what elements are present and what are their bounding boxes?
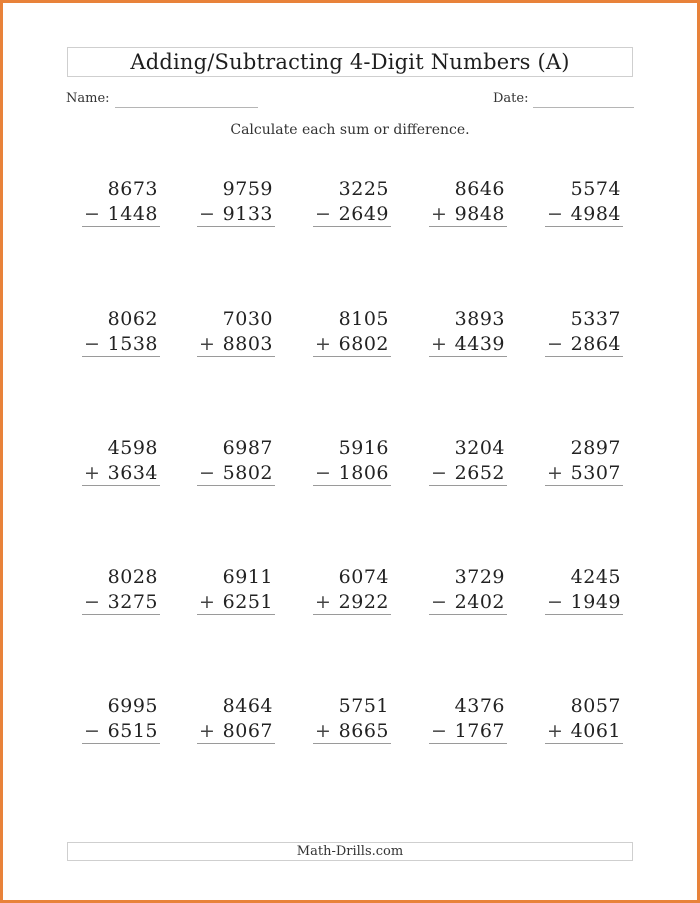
answer-line bbox=[197, 356, 275, 357]
problem-item bbox=[80, 695, 160, 755]
problem-top-number: 8105 bbox=[338, 308, 389, 330]
problem-top-number: 8062 bbox=[107, 308, 158, 330]
answer-line bbox=[429, 356, 507, 357]
problem-item bbox=[427, 308, 507, 368]
plus-sign: + bbox=[315, 591, 331, 613]
problem-bottom-number: 6251 bbox=[222, 591, 273, 613]
answer-line bbox=[545, 356, 623, 357]
problem-item bbox=[311, 178, 391, 238]
problem-item bbox=[311, 695, 391, 755]
problem-item bbox=[195, 178, 275, 238]
problem-item bbox=[311, 437, 391, 497]
plus-sign: + bbox=[84, 462, 100, 484]
answer-line bbox=[313, 356, 391, 357]
answer-line bbox=[545, 485, 623, 486]
name-label: Name: bbox=[66, 91, 110, 106]
problem-top-number: 4376 bbox=[454, 695, 505, 717]
plus-sign: + bbox=[199, 333, 215, 355]
problem-bottom-number: 8803 bbox=[222, 333, 273, 355]
problem-bottom-number: 2864 bbox=[570, 333, 621, 355]
problem-item bbox=[80, 566, 160, 626]
answer-line bbox=[429, 614, 507, 615]
problem-item bbox=[80, 437, 160, 497]
worksheet-title: Adding/Subtracting 4-Digit Numbers (A) bbox=[67, 47, 633, 77]
problem-item bbox=[427, 437, 507, 497]
answer-line bbox=[82, 614, 160, 615]
answer-line bbox=[313, 485, 391, 486]
answer-line bbox=[545, 743, 623, 744]
problem-top-number: 5916 bbox=[338, 437, 389, 459]
problem-bottom-number: 2652 bbox=[454, 462, 505, 484]
problem-top-number: 4245 bbox=[570, 566, 621, 588]
minus-sign: − bbox=[315, 203, 331, 225]
problem-item bbox=[427, 178, 507, 238]
problem-top-number: 5751 bbox=[338, 695, 389, 717]
plus-sign: + bbox=[199, 720, 215, 742]
problem-top-number: 8646 bbox=[454, 178, 505, 200]
problem-top-number: 5574 bbox=[570, 178, 621, 200]
problem-bottom-number: 9848 bbox=[454, 203, 505, 225]
minus-sign: − bbox=[431, 462, 447, 484]
answer-line bbox=[82, 226, 160, 227]
problem-item bbox=[543, 566, 623, 626]
problem-bottom-number: 6802 bbox=[338, 333, 389, 355]
problem-bottom-number: 1538 bbox=[107, 333, 158, 355]
answer-line bbox=[429, 226, 507, 227]
problem-top-number: 8673 bbox=[107, 178, 158, 200]
problem-bottom-number: 3275 bbox=[107, 591, 158, 613]
problem-item bbox=[543, 308, 623, 368]
plus-sign: + bbox=[199, 591, 215, 613]
instructions: Calculate each sum or difference. bbox=[230, 122, 470, 138]
problem-bottom-number: 3634 bbox=[107, 462, 158, 484]
answer-line bbox=[429, 743, 507, 744]
problem-item bbox=[80, 178, 160, 238]
name-field[interactable] bbox=[115, 107, 258, 108]
answer-line bbox=[429, 485, 507, 486]
problem-bottom-number: 2922 bbox=[338, 591, 389, 613]
problem-bottom-number: 9133 bbox=[222, 203, 273, 225]
problem-item bbox=[195, 695, 275, 755]
problem-bottom-number: 8665 bbox=[338, 720, 389, 742]
problem-top-number: 5337 bbox=[570, 308, 621, 330]
problem-item bbox=[427, 566, 507, 626]
problem-bottom-number: 2402 bbox=[454, 591, 505, 613]
problem-item bbox=[543, 437, 623, 497]
problem-top-number: 9759 bbox=[222, 178, 273, 200]
problem-bottom-number: 6515 bbox=[107, 720, 158, 742]
problem-item bbox=[311, 308, 391, 368]
answer-line bbox=[197, 743, 275, 744]
answer-line bbox=[313, 743, 391, 744]
answer-line bbox=[313, 614, 391, 615]
plus-sign: + bbox=[547, 720, 563, 742]
answer-line bbox=[545, 226, 623, 227]
problem-item bbox=[543, 695, 623, 755]
problem-item bbox=[311, 566, 391, 626]
problem-top-number: 7030 bbox=[222, 308, 273, 330]
minus-sign: − bbox=[431, 720, 447, 742]
date-field[interactable] bbox=[533, 107, 634, 108]
problem-top-number: 8464 bbox=[222, 695, 273, 717]
plus-sign: + bbox=[547, 462, 563, 484]
problem-top-number: 6995 bbox=[107, 695, 158, 717]
answer-line bbox=[545, 614, 623, 615]
problem-bottom-number: 4984 bbox=[570, 203, 621, 225]
plus-sign: + bbox=[431, 203, 447, 225]
minus-sign: − bbox=[431, 591, 447, 613]
problem-top-number: 6987 bbox=[222, 437, 273, 459]
problem-bottom-number: 1767 bbox=[454, 720, 505, 742]
answer-line bbox=[313, 226, 391, 227]
problem-item bbox=[80, 308, 160, 368]
problem-top-number: 6074 bbox=[338, 566, 389, 588]
problem-bottom-number: 1806 bbox=[338, 462, 389, 484]
answer-line bbox=[197, 485, 275, 486]
problem-bottom-number: 1448 bbox=[107, 203, 158, 225]
plus-sign: + bbox=[431, 333, 447, 355]
minus-sign: − bbox=[84, 333, 100, 355]
plus-sign: + bbox=[315, 333, 331, 355]
problem-top-number: 2897 bbox=[570, 437, 621, 459]
problem-item bbox=[543, 178, 623, 238]
problem-top-number: 3729 bbox=[454, 566, 505, 588]
problem-top-number: 3204 bbox=[454, 437, 505, 459]
problem-top-number: 8057 bbox=[570, 695, 621, 717]
minus-sign: − bbox=[84, 591, 100, 613]
minus-sign: − bbox=[84, 203, 100, 225]
problem-top-number: 3893 bbox=[454, 308, 505, 330]
problem-bottom-number: 4439 bbox=[454, 333, 505, 355]
minus-sign: − bbox=[199, 462, 215, 484]
problem-item bbox=[195, 437, 275, 497]
minus-sign: − bbox=[547, 333, 563, 355]
problem-item bbox=[427, 695, 507, 755]
minus-sign: − bbox=[547, 591, 563, 613]
minus-sign: − bbox=[547, 203, 563, 225]
problem-top-number: 8028 bbox=[107, 566, 158, 588]
problem-item bbox=[195, 308, 275, 368]
problem-bottom-number: 4061 bbox=[570, 720, 621, 742]
problem-item bbox=[195, 566, 275, 626]
problem-bottom-number: 5307 bbox=[570, 462, 621, 484]
answer-line bbox=[197, 226, 275, 227]
answer-line bbox=[197, 614, 275, 615]
problem-bottom-number: 8067 bbox=[222, 720, 273, 742]
answer-line bbox=[82, 485, 160, 486]
problem-bottom-number: 1949 bbox=[570, 591, 621, 613]
answer-line bbox=[82, 743, 160, 744]
minus-sign: − bbox=[199, 203, 215, 225]
answer-line bbox=[82, 356, 160, 357]
footer-credit: Math-Drills.com bbox=[67, 842, 633, 861]
problem-top-number: 6911 bbox=[222, 566, 273, 588]
problem-top-number: 4598 bbox=[107, 437, 158, 459]
problem-bottom-number: 5802 bbox=[222, 462, 273, 484]
minus-sign: − bbox=[315, 462, 331, 484]
problem-bottom-number: 2649 bbox=[338, 203, 389, 225]
date-label: Date: bbox=[493, 91, 529, 106]
plus-sign: + bbox=[315, 720, 331, 742]
minus-sign: − bbox=[84, 720, 100, 742]
problem-top-number: 3225 bbox=[338, 178, 389, 200]
